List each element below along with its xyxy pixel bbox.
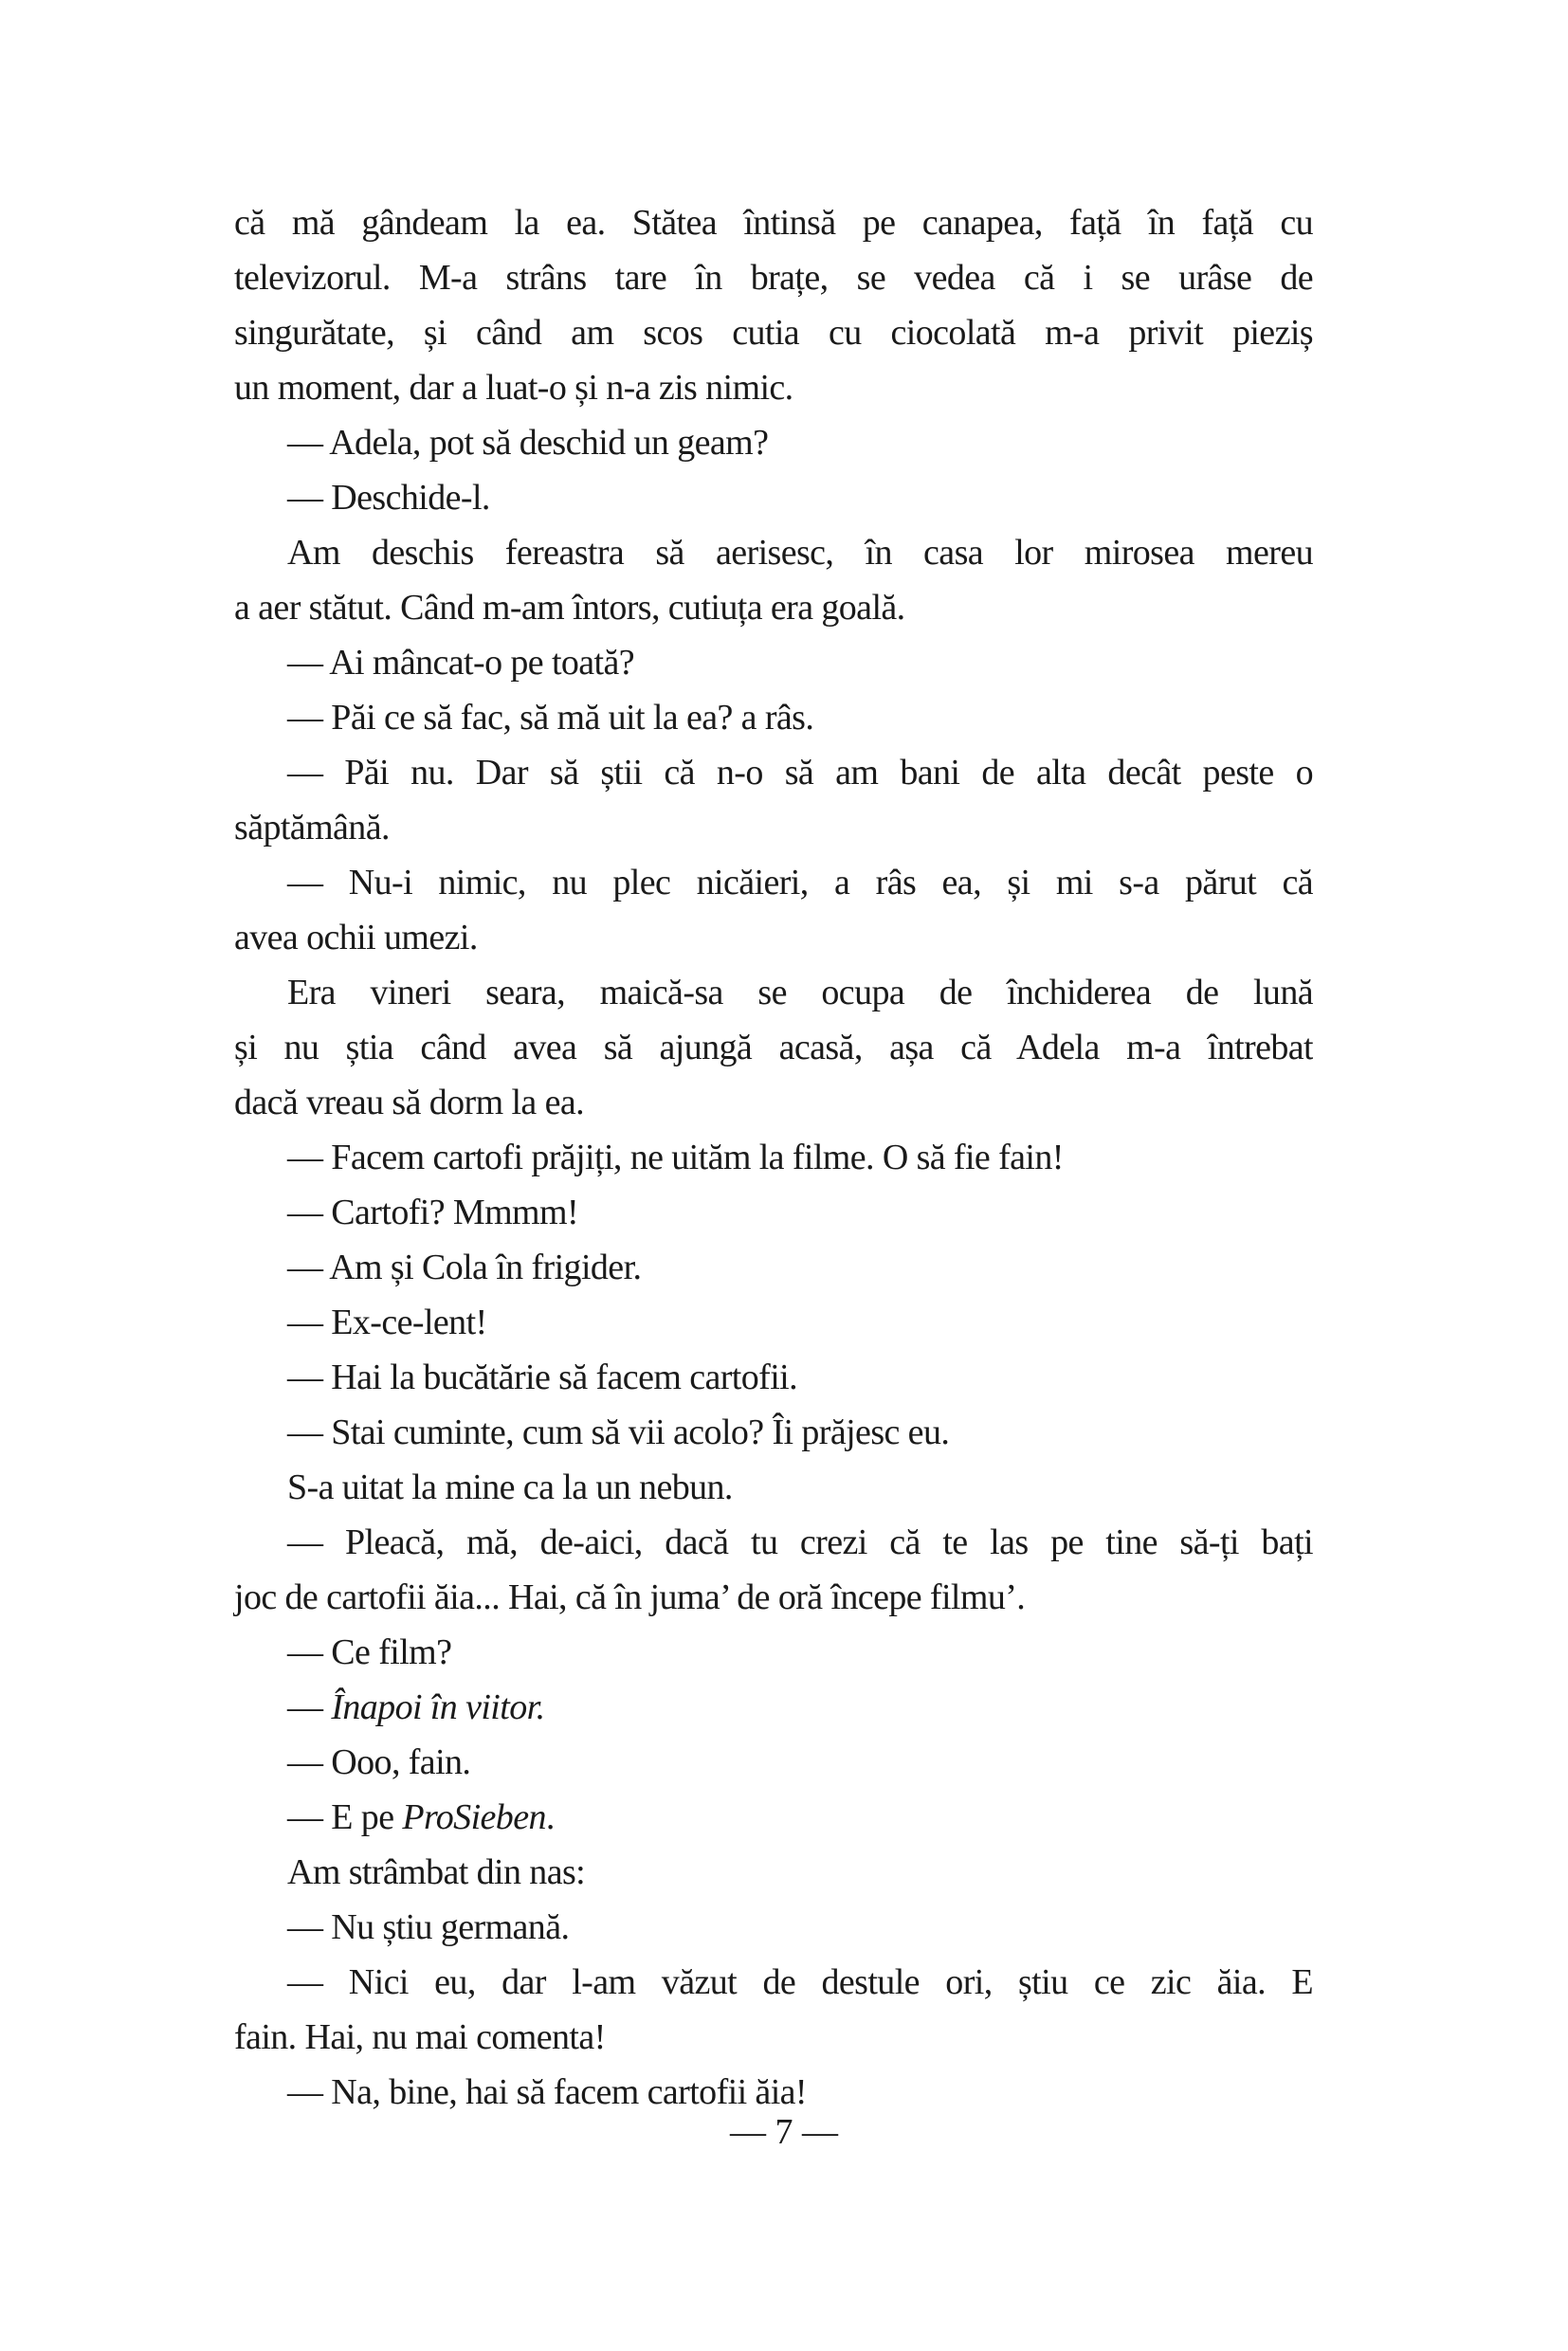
text-line bbox=[234, 1625, 1313, 1680]
text-segment: — Nu știu germană. bbox=[287, 1907, 570, 1947]
text-segment: Era vineri seara, maică-sa se ocupa de închiderea de lună bbox=[287, 973, 1313, 1012]
italic-title: ProSieben bbox=[402, 1797, 546, 1837]
text-segment: — Na, bine, hai să facem cartofii ăia! bbox=[287, 2072, 807, 2112]
text-line bbox=[234, 525, 1313, 580]
text-segment: Am deschis fereastra să aerisesc, în casa lor mirosea mereu bbox=[287, 533, 1313, 573]
text-line bbox=[234, 855, 1313, 910]
text-segment: — Păi ce să fac, să mă uit la ea? a râs. bbox=[287, 698, 814, 738]
text-line bbox=[234, 1075, 1313, 1130]
text-segment: televizorul. M-a strâns tare în brațe, se vedea că i se urâse de bbox=[234, 258, 1313, 298]
text-line bbox=[234, 1240, 1313, 1295]
body-text bbox=[234, 195, 1313, 2120]
text-segment: că mă gândeam la ea. Stătea întinsă pe canapea, față în față cu bbox=[234, 203, 1313, 243]
text-line bbox=[234, 250, 1313, 305]
text-line bbox=[234, 910, 1313, 965]
text-line bbox=[234, 415, 1313, 470]
text-line bbox=[234, 1515, 1313, 1570]
text-line bbox=[234, 635, 1313, 690]
text-line bbox=[234, 745, 1313, 800]
text-line bbox=[234, 195, 1313, 250]
text-line bbox=[234, 1900, 1313, 1955]
text-segment: avea ochii umezi. bbox=[234, 918, 478, 957]
text-line bbox=[234, 470, 1313, 525]
text-segment: — Ai mâncat-o pe toată? bbox=[287, 643, 635, 683]
text-segment: — Cartofi? Mmmm! bbox=[287, 1193, 579, 1232]
text-segment: a aer stătut. Când m-am întors, cutiuța era goală. bbox=[234, 588, 905, 628]
text-segment: — Nu-i nimic, nu plec nicăieri, a râs ea, și mi s-a părut că bbox=[287, 863, 1313, 902]
text-segment: săptămână. bbox=[234, 808, 390, 847]
text-segment: și nu știa când avea să ajungă acasă, așa că Adela m-a întrebat bbox=[234, 1028, 1313, 1067]
text-line bbox=[234, 1460, 1313, 1515]
text-line bbox=[234, 1405, 1313, 1460]
text-line bbox=[234, 800, 1313, 855]
text-segment: — E pe bbox=[287, 1797, 403, 1837]
text-segment: — Ooo, fain. bbox=[287, 1742, 471, 1782]
text-segment: — Ex-ce-lent! bbox=[287, 1303, 487, 1342]
text-segment: — Păi nu. Dar să știi că n-o să am bani de alta decât peste o bbox=[287, 753, 1313, 793]
text-segment: S-a uitat la mine ca la un nebun. bbox=[287, 1467, 733, 1507]
text-line bbox=[234, 1680, 1313, 1735]
text-line bbox=[234, 1130, 1313, 1185]
text-line bbox=[234, 305, 1313, 360]
text-segment: . bbox=[545, 1797, 555, 1837]
italic-title: Înapoi în viitor. bbox=[331, 1687, 545, 1727]
text-line bbox=[234, 1570, 1313, 1625]
text-segment: — Hai la bucătărie să facem cartofii. bbox=[287, 1358, 798, 1397]
text-line bbox=[234, 1185, 1313, 1240]
page-number: — 7 — bbox=[730, 2112, 838, 2152]
text-line bbox=[234, 1845, 1313, 1900]
text-segment: joc de cartofii ăia... Hai, că în juma’ de oră începe filmu’. bbox=[234, 1577, 1026, 1617]
text-line bbox=[234, 1020, 1313, 1075]
text-segment: un moment, dar a luat-o și n-a zis nimic. bbox=[234, 368, 793, 408]
text-segment: — Adela, pot să deschid un geam? bbox=[287, 423, 769, 463]
text-line bbox=[234, 360, 1313, 415]
text-segment: — Ce film? bbox=[287, 1632, 452, 1672]
text-segment: dacă vreau să dorm la ea. bbox=[234, 1083, 585, 1122]
text-segment: — Nici eu, dar l-am văzut de destule ori, știu ce zic ăia. E bbox=[287, 1962, 1313, 2002]
text-line bbox=[234, 1295, 1313, 1350]
text-line bbox=[234, 1735, 1313, 1790]
text-segment: fain. Hai, nu mai comenta! bbox=[234, 2017, 606, 2057]
text-line bbox=[234, 2010, 1313, 2065]
text-line bbox=[234, 1955, 1313, 2010]
text-segment: — Am și Cola în frigider. bbox=[287, 1248, 642, 1287]
text-segment: — Deschide-l. bbox=[287, 478, 490, 518]
text-line bbox=[234, 1790, 1313, 1845]
text-line bbox=[234, 690, 1313, 745]
text-segment: — Stai cuminte, cum să vii acolo? Îi prăjesc eu. bbox=[287, 1412, 950, 1452]
text-line bbox=[234, 1350, 1313, 1405]
text-segment: — Facem cartofi prăjiți, ne uităm la filme. O să fie fain! bbox=[287, 1138, 1064, 1177]
text-segment: singurătate, și când am scos cutia cu ciocolată m-a privit pieziș bbox=[234, 313, 1313, 353]
text-line bbox=[234, 580, 1313, 635]
text-segment: — bbox=[287, 1687, 332, 1727]
text-segment: — Pleacă, mă, de-aici, dacă tu crezi că te las pe tine să-ți bați bbox=[287, 1522, 1313, 1562]
text-line bbox=[234, 965, 1313, 1020]
text-segment: Am strâmbat din nas: bbox=[287, 1852, 586, 1892]
